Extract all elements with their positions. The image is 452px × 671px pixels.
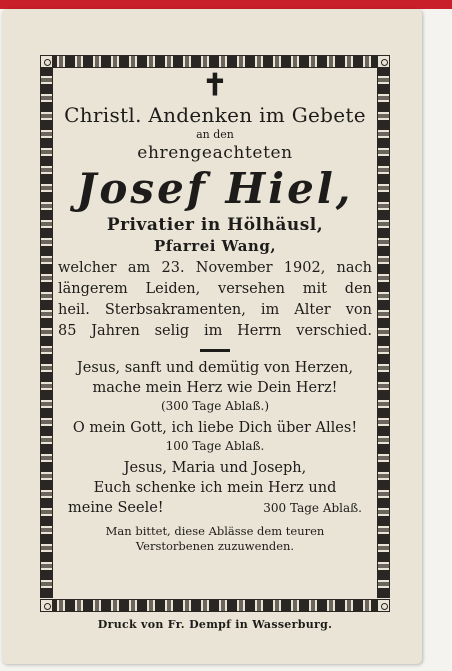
closing-note-line: Verstorbenen zuzuwenden. bbox=[135, 539, 295, 553]
corner-ornament bbox=[40, 599, 53, 612]
prayer-line: meine Seele! bbox=[68, 500, 164, 516]
paragraph-line: heil. Sterbsakramenten, im Alter von bbox=[58, 302, 372, 318]
paragraph-line: 85 Jahren selig im Herrn verschied. bbox=[58, 323, 372, 339]
border-right bbox=[377, 62, 390, 598]
printer-imprint: Druck von Fr. Dempf in Wasserburg. bbox=[97, 618, 333, 631]
border-left bbox=[40, 62, 53, 598]
paragraph-line: längerem Leiden, versehen mit den bbox=[58, 281, 372, 297]
death-paragraph bbox=[58, 258, 372, 342]
card-text bbox=[58, 70, 372, 554]
indulgence-note: (300 Tage Ablaß.) bbox=[160, 399, 270, 413]
prayer-last-row bbox=[58, 498, 372, 518]
border-top bbox=[47, 55, 383, 68]
occupation: Privatier in Hölhäusl, bbox=[106, 215, 324, 235]
prayer-line: Jesus, Maria und Joseph, bbox=[123, 460, 307, 476]
indulgence-note: 300 Tage Ablaß. bbox=[263, 501, 362, 515]
prayer-line: O mein Gott, ich liebe Dich über Alles! bbox=[72, 420, 358, 436]
deceased-name: Josef Hiel, bbox=[76, 164, 354, 213]
closing-note-line: Man bittet, diese Ablässe dem teuren bbox=[105, 524, 325, 538]
cross-icon: ✝ bbox=[202, 68, 228, 103]
prayer-line: Euch schenke ich mein Herz und bbox=[93, 480, 337, 496]
corner-ornament bbox=[377, 599, 390, 612]
prayer-line: Jesus, sanft und demütig von Herzen, bbox=[76, 360, 354, 376]
corner-ornament bbox=[377, 55, 390, 68]
separator-line bbox=[200, 349, 230, 352]
red-top-strip bbox=[0, 0, 452, 9]
prayer-line: mache mein Herz wie Dein Herz! bbox=[92, 380, 338, 396]
heading-line: Christl. Andenken im Gebete bbox=[64, 103, 366, 127]
heading-an-den: an den bbox=[196, 128, 234, 141]
parish: Pfarrei Wang, bbox=[153, 237, 277, 255]
heading-ehrengeachteten: ehrengeachteten bbox=[137, 143, 293, 163]
corner-ornament bbox=[40, 55, 53, 68]
paragraph-line: welcher am 23. November 1902, nach bbox=[58, 260, 372, 276]
border-bottom bbox=[47, 599, 383, 612]
indulgence-note: 100 Tage Ablaß. bbox=[165, 439, 265, 453]
